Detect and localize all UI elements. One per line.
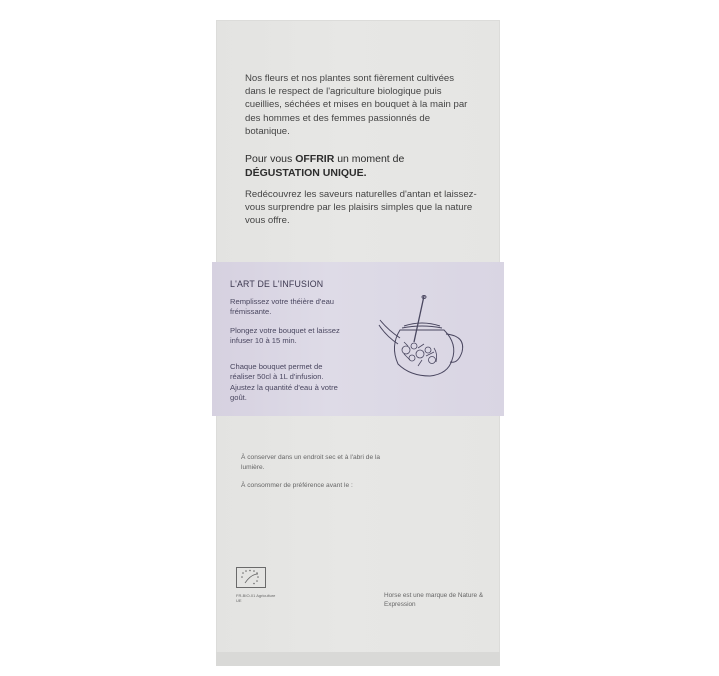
headline-offrir: OFFRIR	[295, 153, 335, 165]
eu-organic-code: FR-BIO-01 Agriculture UE	[236, 593, 276, 603]
discover-paragraph: Redécouvrez les saveurs naturelles d'antan et laissez-vous surprendre par les plaisirs simples que la nature vous offre.	[245, 189, 477, 227]
infusion-step-2: Plongez votre bouquet et laissez infuser 10 à 15 min.	[230, 326, 340, 346]
infusion-title: L'ART DE L'INFUSION	[230, 279, 324, 289]
headline-degustation: DÉGUSTATION UNIQUE.	[245, 167, 367, 179]
infusion-step-1: Remplissez votre théière d'eau frémissante.	[230, 297, 335, 317]
best-before-label: À consommer de préférence avant le :	[241, 482, 353, 489]
eu-organic-leaf-shape	[237, 568, 265, 587]
eu-organic-leaf-icon	[236, 567, 266, 588]
headline-mid: un moment de	[334, 153, 405, 165]
storage-instructions: À conserver dans un endroit sec et à l'abri de la lumière.	[241, 454, 381, 471]
intro-paragraph: Nos fleurs et nos plantes sont fièrement cultivées dans le respect de l'agriculture biologique puis cueillies, séchées et mises en bouquet à la main par des hommes et des femmes passionnés de botanique.	[245, 73, 468, 137]
brand-note: Horse est une marque de Nature & Expression	[384, 592, 484, 608]
box-bottom-edge	[216, 652, 500, 666]
headline	[245, 152, 475, 180]
infusion-step-3: Chaque bouquet permet de réaliser 50cl à 1L d'infusion. Ajustez la quantité d'eau à votre goût.	[230, 362, 338, 403]
teapot-with-flowers-icon	[374, 290, 470, 386]
headline-pre: Pour vous	[245, 153, 296, 165]
